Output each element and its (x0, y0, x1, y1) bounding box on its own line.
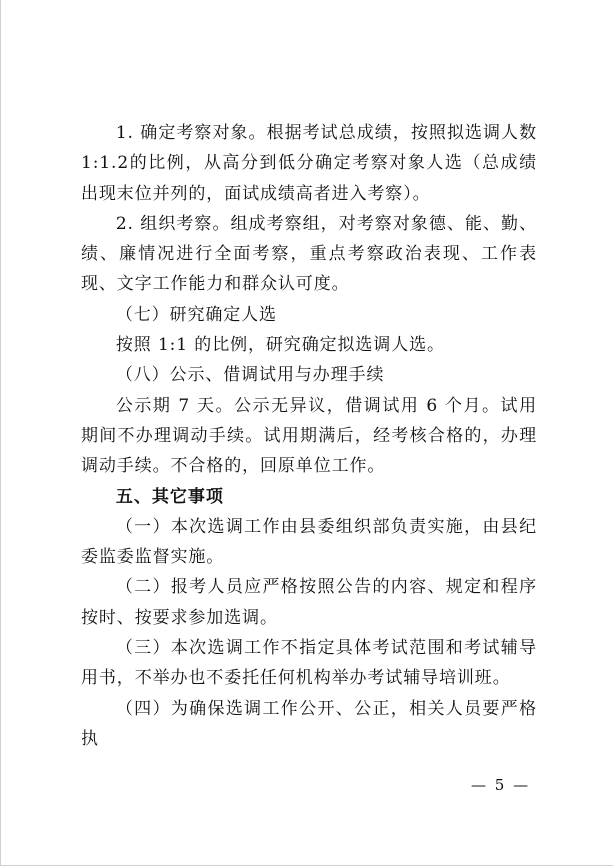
paragraph-ratio: 按照 1:1 的比例，研究确定拟选调人选。 (115, 335, 445, 356)
document-body (81, 118, 537, 754)
paragraph-item-3: （三）本次选调工作不指定具体考试范围和考试辅导用书，不举办也不委托任何机构举办考试辅导培训班。 (81, 638, 537, 689)
section-title-research-selection: （七）研究确定人选 (115, 304, 277, 325)
page-number: — 5 — (471, 776, 531, 794)
paragraph-publicity-period: 公示期 7 天。公示无异议，借调试用 6 个月。试用期间不办理调动手续。试用期满后，经考核合格的，办理调动手续。不合格的，回原单位工作。 (81, 395, 537, 477)
paragraph-item-2: （二）报考人员应严格按照公告的内容、规定和程序按时、按要求参加选调。 (81, 577, 537, 628)
paragraph-organize-inspection: 2. 组织考察。组成考察组，对考察对象德、能、勤、绩、廉情况进行全面考察，重点考察政治表现、工作表现、文字工作能力和群众认可度。 (81, 213, 537, 295)
section-title-publicity: （八）公示、借调试用与办理手续 (115, 365, 385, 386)
paragraph-determine-candidates: 1. 确定考察对象。根据考试总成绩，按照拟选调人数1:1.2的比例，从高分到低分确定考察对象人选（总成绩出现末位并列的，面试成绩高者进入考察）。 (81, 123, 537, 204)
paragraph-item-4: （四）为确保选调工作公开、公正，相关人员要严格执 (81, 698, 537, 749)
paragraph-item-1: （一）本次选调工作由县委组织部负责实施，由县纪委监委监督实施。 (81, 516, 537, 568)
heading-other-matters: 五、其它事项 (115, 486, 224, 507)
